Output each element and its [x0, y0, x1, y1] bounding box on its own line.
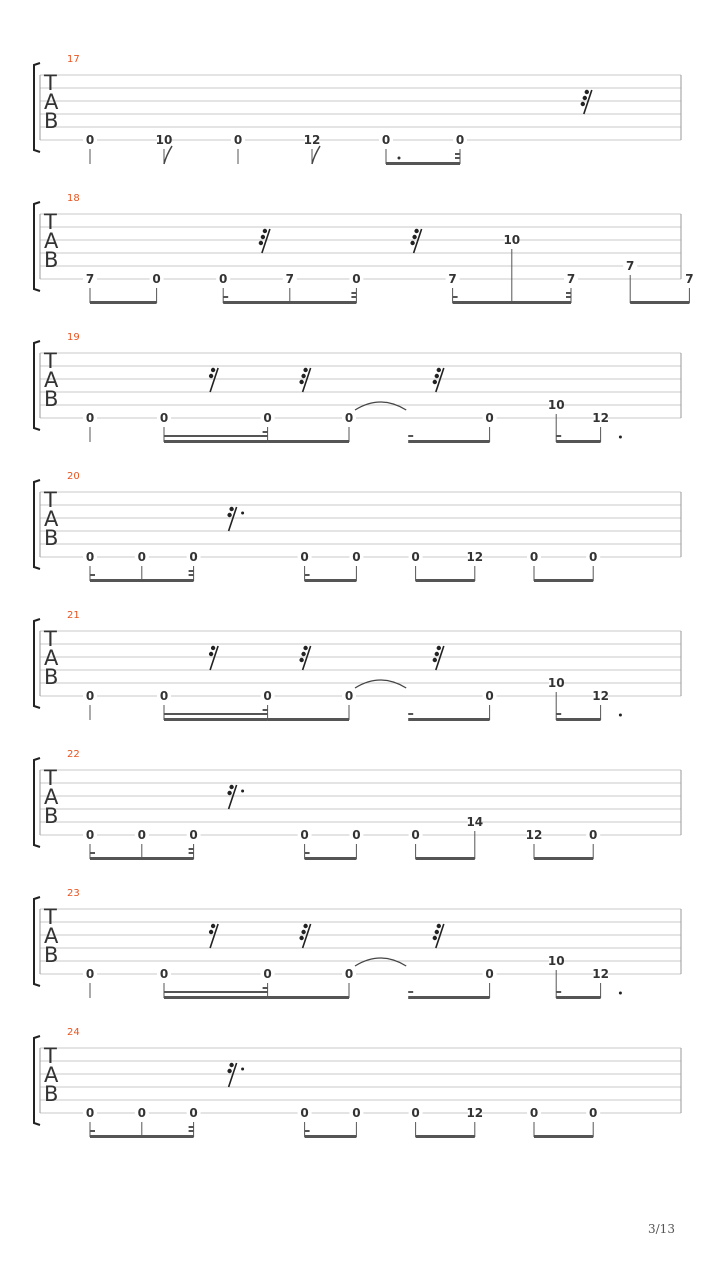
rest-hook [301, 374, 305, 378]
partial-beam [455, 153, 460, 155]
fret-number: 12 [466, 550, 484, 564]
partial-beam [189, 852, 194, 854]
fret-number: 0 [411, 1106, 420, 1120]
fret-number: 0 [137, 550, 146, 564]
partial-beam [263, 431, 268, 433]
augmentation-dot [398, 157, 401, 160]
rest-hook [229, 785, 233, 789]
fret-number: 0 [137, 1106, 146, 1120]
augmentation-dot [619, 992, 622, 995]
fret-number: 0 [233, 133, 243, 147]
tie-arc [355, 680, 406, 688]
rest-hook [261, 235, 265, 239]
fret-number: 0 [159, 967, 169, 981]
system-brace [34, 758, 40, 847]
fret-number: 0 [137, 828, 146, 842]
fret-number: 7 [448, 272, 457, 286]
rest-dot [241, 512, 244, 515]
fret-number: 0 [189, 828, 198, 842]
note-beam [90, 1135, 194, 1138]
partial-beam [408, 435, 413, 437]
rest-hook [585, 90, 589, 94]
fret-number: 0 [381, 133, 391, 147]
rest-hook [303, 368, 307, 372]
system-brace [34, 63, 40, 152]
note-beam [268, 718, 349, 721]
fret-number: 0 [485, 967, 494, 981]
partial-beam [223, 296, 228, 298]
fret-number: 0 [263, 411, 272, 425]
partial-beam [305, 852, 310, 854]
fret-number: 12 [303, 133, 321, 147]
rest-hook [229, 507, 233, 511]
tab-clef-letter: T [44, 627, 57, 651]
fret-number: 12 [525, 828, 543, 842]
fret-number: 0 [589, 1106, 598, 1120]
rest-hook [435, 930, 439, 934]
partial-beam [90, 852, 95, 854]
note-beam [305, 857, 357, 860]
partial-beam [556, 713, 561, 715]
rest-hook [229, 1063, 233, 1067]
tie-arc [355, 958, 406, 966]
fret-number: 0 [189, 550, 198, 564]
partial-beam [263, 987, 268, 989]
tab-clef-letter: B [44, 804, 59, 828]
system-brace [34, 202, 40, 291]
fret-number: 10 [503, 233, 521, 247]
measure-number: 17 [67, 54, 80, 65]
staff-row-21 [34, 610, 681, 721]
note-beam [90, 579, 194, 582]
rest-hook [227, 791, 231, 795]
rest-hook [301, 930, 305, 934]
tab-clef-letter: T [44, 1044, 57, 1068]
tab-clef-letter: B [44, 248, 59, 272]
measure-number: 18 [67, 193, 80, 204]
rest-hook [435, 374, 439, 378]
staff-row-23 [34, 888, 681, 999]
partial-beam [90, 1130, 95, 1132]
partial-beam [305, 574, 310, 576]
note-beam [408, 440, 489, 443]
note-beam [305, 1135, 357, 1138]
rest-hook [303, 924, 307, 928]
rest-hook [211, 368, 215, 372]
note-beam [534, 1135, 593, 1138]
note-beam [408, 996, 489, 999]
fret-number: 0 [529, 550, 539, 564]
staff-row-22 [34, 749, 681, 860]
rest-hook [410, 241, 414, 245]
rest-hook [583, 96, 587, 100]
fret-number: 0 [85, 133, 95, 147]
measure-number: 23 [67, 888, 80, 899]
fret-number: 12 [592, 967, 609, 981]
tab-clef-letter: B [44, 109, 59, 133]
rest-hook [414, 229, 418, 233]
measure-number: 20 [67, 471, 80, 482]
rest-hook [211, 646, 215, 650]
fret-number: 0 [85, 1106, 95, 1120]
rest-hook [209, 930, 213, 934]
tab-clef-letter: B [44, 387, 59, 411]
note-beam [534, 579, 593, 582]
partial-beam [263, 709, 268, 711]
fret-number: 7 [566, 272, 576, 286]
fret-number: 10 [547, 676, 565, 690]
rest-hook [435, 652, 439, 656]
system-brace [34, 480, 40, 569]
partial-beam [408, 713, 413, 715]
tab-clef-letter: B [44, 943, 59, 967]
note-flag [164, 146, 172, 164]
note-flag [312, 146, 320, 164]
rest-hook [437, 646, 441, 650]
note-beam [268, 996, 349, 999]
tab-clef-letter: A [44, 646, 59, 670]
tab-clef-letter: T [44, 349, 57, 373]
rest-dot [241, 1068, 244, 1071]
partial-beam [453, 296, 458, 298]
staff-row-24 [34, 1027, 681, 1138]
fret-number: 14 [466, 815, 484, 829]
fret-number: 0 [411, 550, 420, 564]
fret-number: 10 [547, 398, 565, 412]
fret-number: 0 [589, 550, 598, 564]
partial-beam [455, 157, 460, 159]
partial-beam [263, 435, 268, 437]
partial-beam [189, 1126, 194, 1128]
fret-number: 0 [485, 411, 494, 425]
rest-dot [241, 790, 244, 793]
note-beam [556, 996, 600, 999]
fret-number: 0 [529, 1106, 539, 1120]
fret-number: 0 [85, 967, 95, 981]
rest-hook [299, 658, 303, 662]
partial-beam [351, 292, 356, 294]
note-beam [416, 857, 475, 860]
note-beam [164, 996, 268, 999]
rest-hook [209, 652, 213, 656]
partial-beam [263, 991, 268, 993]
fret-number: 0 [300, 828, 309, 842]
partial-beam [189, 570, 194, 572]
measure-number: 21 [67, 610, 80, 621]
tab-clef-letter: B [44, 665, 59, 689]
partial-beam [263, 713, 268, 715]
fret-number: 7 [626, 259, 635, 273]
rest-hook [437, 368, 441, 372]
note-beam [386, 162, 460, 165]
note-beam [453, 301, 571, 304]
fret-number: 0 [411, 828, 420, 842]
rest-hook [299, 380, 303, 384]
fret-number: 0 [159, 689, 169, 703]
note-beam [556, 440, 600, 443]
system-brace [34, 897, 40, 986]
fret-number: 7 [85, 272, 95, 286]
tab-clef-letter: A [44, 90, 59, 114]
tab-clef-letter: A [44, 229, 59, 253]
rest-hook [299, 936, 303, 940]
partial-beam [556, 435, 561, 437]
partial-beam [351, 296, 356, 298]
fret-number: 0 [485, 689, 494, 703]
tab-clef-letter: A [44, 507, 59, 531]
fret-number: 0 [344, 411, 354, 425]
note-beam-secondary [164, 435, 268, 437]
partial-beam [408, 991, 413, 993]
fret-number: 0 [300, 1106, 309, 1120]
note-beam [223, 301, 356, 304]
rest-hook [227, 1069, 231, 1073]
fret-number: 0 [344, 689, 354, 703]
partial-beam [566, 292, 571, 294]
note-beam [408, 718, 489, 721]
system-brace [34, 341, 40, 430]
tab-clef-letter: A [44, 1063, 59, 1087]
note-beam [164, 718, 268, 721]
partial-beam [566, 296, 571, 298]
fret-number: 0 [352, 272, 361, 286]
fret-number: 0 [159, 411, 169, 425]
system-brace [34, 1036, 40, 1125]
note-beam [305, 579, 357, 582]
tab-clef-letter: B [44, 1082, 59, 1106]
page-number: 3/13 [648, 1222, 675, 1236]
fret-number: 0 [344, 967, 354, 981]
rest-hook [433, 658, 437, 662]
fret-number: 0 [189, 1106, 198, 1120]
rest-hook [433, 936, 437, 940]
fret-number: 0 [219, 272, 228, 286]
fret-number: 0 [300, 550, 309, 564]
rest-hook [412, 235, 416, 239]
measure-number: 24 [67, 1027, 80, 1038]
augmentation-dot [619, 714, 622, 717]
measure-number: 22 [67, 749, 80, 760]
fret-number: 0 [85, 550, 95, 564]
note-beam-secondary [164, 991, 268, 993]
note-beam-secondary [164, 713, 268, 715]
note-beam [534, 857, 593, 860]
measure-number: 19 [67, 332, 80, 343]
tab-clef-letter: A [44, 785, 59, 809]
tie-arc [355, 402, 406, 410]
fret-number: 0 [352, 550, 361, 564]
fret-number: 0 [85, 689, 95, 703]
staff-row-19 [34, 332, 681, 443]
fret-number: 0 [352, 828, 361, 842]
staff-row-18 [34, 193, 696, 304]
fret-number: 12 [592, 689, 609, 703]
fret-number: 7 [685, 272, 694, 286]
rest-hook [211, 924, 215, 928]
rest-hook [581, 102, 585, 106]
fret-number: 0 [589, 828, 598, 842]
tab-clef-letter: T [44, 210, 57, 234]
note-beam [556, 718, 600, 721]
note-beam [416, 1135, 475, 1138]
staff-row-17 [34, 54, 681, 165]
partial-beam [189, 574, 194, 576]
note-beam [90, 857, 194, 860]
note-beam [164, 440, 268, 443]
fret-number: 0 [352, 1106, 361, 1120]
tab-clef-letter: A [44, 368, 59, 392]
fret-number: 10 [547, 954, 565, 968]
tab-clef-letter: T [44, 905, 57, 929]
partial-beam [189, 848, 194, 850]
rest-hook [209, 374, 213, 378]
note-beam [630, 301, 689, 304]
fret-number: 12 [592, 411, 609, 425]
partial-beam [556, 991, 561, 993]
partial-beam [189, 1130, 194, 1132]
tab-clef-letter: T [44, 71, 57, 95]
fret-number: 0 [455, 133, 465, 147]
fret-number: 0 [263, 689, 272, 703]
fret-number: 12 [466, 1106, 484, 1120]
fret-number: 0 [263, 967, 272, 981]
rest-hook [263, 229, 267, 233]
partial-beam [305, 1130, 310, 1132]
fret-number: 7 [285, 272, 294, 286]
tab-clef-letter: B [44, 526, 59, 550]
tab-clef-letter: T [44, 766, 57, 790]
tab-clef-letter: A [44, 924, 59, 948]
rest-hook [433, 380, 437, 384]
note-beam [90, 301, 157, 304]
fret-number: 0 [152, 272, 161, 286]
partial-beam [90, 574, 95, 576]
augmentation-dot [619, 436, 622, 439]
system-brace [34, 619, 40, 708]
staff-row-20 [34, 471, 681, 582]
fret-number: 10 [155, 133, 173, 147]
fret-number: 0 [85, 828, 95, 842]
rest-hook [301, 652, 305, 656]
rest-hook [303, 646, 307, 650]
rest-hook [437, 924, 441, 928]
tab-clef-letter: T [44, 488, 57, 512]
rest-hook [227, 513, 231, 517]
note-beam [416, 579, 475, 582]
rest-hook [259, 241, 263, 245]
note-beam [268, 440, 349, 443]
fret-number: 0 [85, 411, 95, 425]
